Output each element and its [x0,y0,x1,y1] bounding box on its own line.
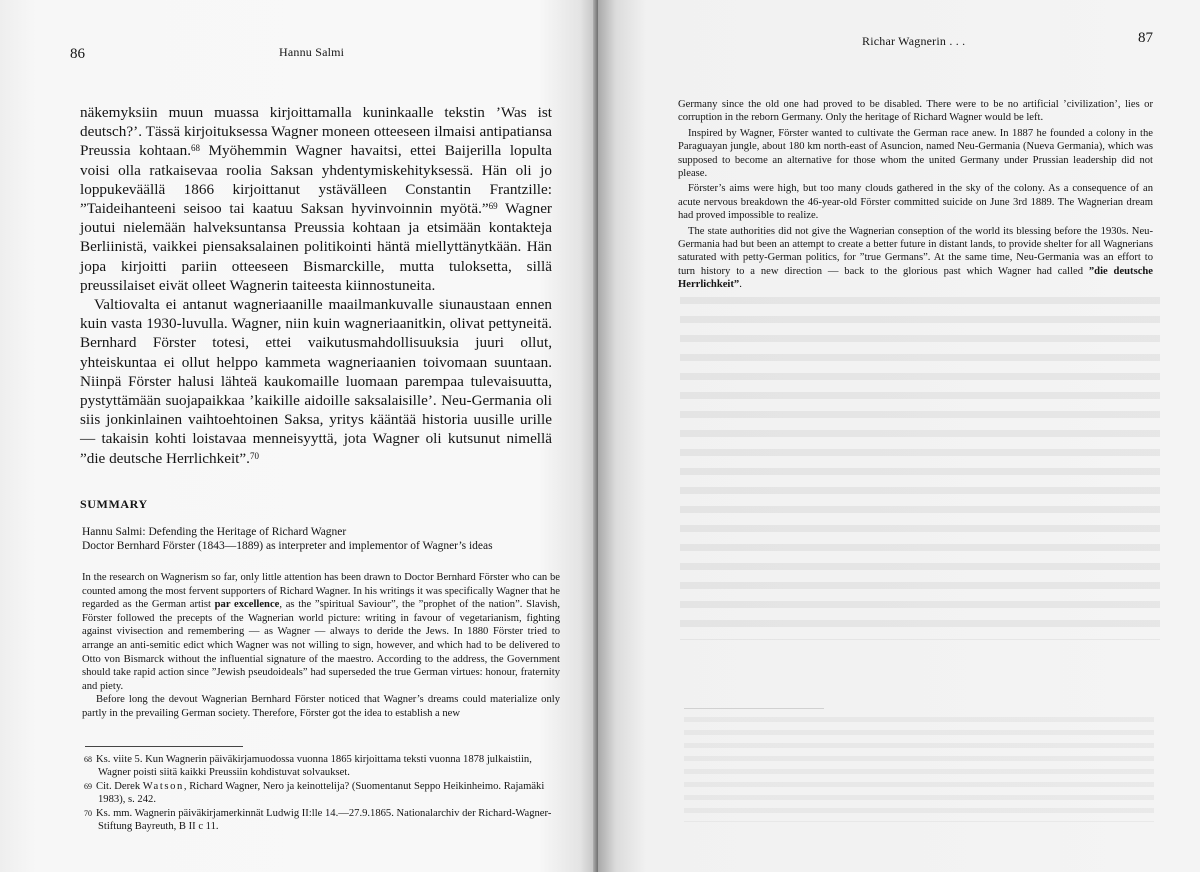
summary-subtitle: Doctor Bernhard Förster (1843—1889) as interpreter and implementor of Wagner’s ideas [82,539,493,552]
footnote-ref: 68 [191,143,201,154]
footnote-68: $^{68}$ Ks. viite 5. Kun Wagnerin päiväkirjamuodossa vuonna 1865 kirjoittama teksti vuonna 1878 julkaistiin, Wagner poisti siitä kaikki Preussiin kohdistuvat solvaukset. [84,754,532,778]
body-paragraph: Valtiovalta ei antanut wagneriaanille maailmankuvalle siunaustaan ennen kuin vasta 1930-luvulla. Wagner, niin kuin wagneriaanitkin, olivat pettyneitä. Bernhard Förster totesi, ettei vaikutusmahdollisuuksia juuri ollut, yhteiskuntaa ei ollut helppo kammeta wagneriaanien toivomaan suuntaan. Niinpä Förster halusi lähteä kaukomaille luomaan parempaa tulevaisuutta, pystyttämään suojapaikkaa ’kaikille aidoille saksalaisille’. Neu-Germania oli siis jonkinlainen vaihtoehtoinen Saksa, yritys kääntää historia uusille urille — takaisin kohti loistavaa menneisyyttä, jota Wagner oli kutsunut nimellä ”die deutsche Herrlichkeit”.$^{70}$ [80,296,552,467]
footnote-divider [85,746,243,747]
body-paragraph: Förster’s aims were high, but too many clouds gathered in the sky of the colony. As a consequence of an acute nervous breakdown the 46-year-old Förster committed suicide on June 3rd 1889. The Wagnerian dream had proved impossible to realize. [678,183,1153,222]
summary-paragraph: Before long the devout Wagnerian Bernhard Förster noticed that Wagner’s dreams could materialize only partly in the prevailing German society. Therefore, Förster got the idea to establish a new [82,694,560,719]
left-body-text [80,103,552,468]
footnote-ref: 70 [249,450,259,461]
summary-paragraph: In the research on Wagnerism so far, only little attention has been drawn to Doctor Bernhard Förster who can be counted among the most fervent supporters of Richard Wagner. In his writings it was specifically Wagner that he regarded as the German artist par excellence, as the ”spiritual Saviour”, the ”prophet of the nation”. Slavish, Förster followed the precepts of the Wagnerian world picture: writing in favour of vegetarianism, fighting against vivisection and remembering — as Wagner — always to deride the Jews. In 1880 Förster tried to arrange an anti-semitic edict which Wagner was not willing to sign, however, and which had to be delivered to Otto von Bismarck without the influential signature of the maestro. According to the address, the Government should take rapid action since ”Jewish pseudoideals” had superseded the true German virtues: honour, fraternity and piety. [82,572,560,692]
right-running-head: Richar Wagnerin . . . [862,34,966,48]
body-paragraph: Inspired by Wagner, Förster wanted to cultivate the German race anew. In 1887 he founded a colony in the Paraguayan jungle, about 180 km north-east of Asuncion, named Neu-Germania (Nueva Germania), which was supposed to become an alternative for those whom the united Germany under Prussian leadership did not please. [678,127,1153,180]
show-through-footnotes [684,712,1154,822]
right-page-number: 87 [1138,30,1153,46]
footnotes [84,753,564,834]
summary-text [82,571,560,721]
right-body-text [678,98,1153,292]
summary-heading: SUMMARY [80,497,148,511]
summary-title: Hannu Salmi: Defending the Heritage of Richard Wagner [82,526,347,538]
footnote-ref: 69 [488,201,498,212]
body-paragraph: näkemyksiin muun muassa kirjoittamalla kuninkaalle tekstin ’Was ist deutsch?’. Tässä kirjoituksessa Wagner moneen otteeseen ilmaisi antipatiansa Preussia kohtaan.$^{68}$ Myöhemmin Wagner havaitsi, ettei Baijerilla lopulta voisi olla ratkaisevaa roolia Saksan yhdentymiskehityksessä. Hän oli jo loppukeväällä 1866 kirjoittanut ystävälleen Constantin Frantzille: ”Taideihanteeni seisoo tai kaatuu Saksan hyvinvoinnin myötä.”$^{69}$ Wagner joutui nielemään halveksuntansa Preussia kohtaan ja etsimään kontakteja Berliinistä, vaikkei piensaksalainen politikointi häntä miellyttänytkään. Hän jopa kirjoitti pariin otteeseen Bismarckille, mutta tuloksetta, sillä preussilaiset eivät olleet Wagnerin taiteesta kiinnostuneita. [80,104,552,294]
summary-byline [82,526,562,553]
body-paragraph: The state authorities did not give the Wagnerian conseption of the world its blessing before the 1930s. Neu-Germania had but been an attempt to create a better future in distant lands, to provide shelter for all Wagnerians saturated with petty-German politics, for ”true Germans”. At the same time, Neu-Germania was an effort to turn history to a new direction — back to the glorious past which Wagner had called ”die deutsche Herrlichkeit”. [678,225,1153,291]
show-through-text [680,290,1160,640]
left-running-head: Hannu Salmi [279,45,345,59]
footnote-70: $^{70}$ Ks. mm. Wagnerin päiväkirjamerkinnät Ludwig II:lle 14.—27.9.1865. Nationalarchiv der Richard-Wagner-Stiftung Bayreuth, B II c 11. [84,808,552,832]
footnote-69: $^{69}$ Cit. Derek Watson, Richard Wagner, Nero ja keinottelija? (Suomentanut Seppo Heikinheimo. Rajamäki 1983), s. 242. [84,781,545,805]
show-through-divider [684,708,824,709]
left-page-number: 86 [70,46,85,62]
body-paragraph: Germany since the old one had proved to be disabled. There were to be no artificial ’civilization’, lies or corruption in the reborn Germany. Only the heritage of Richard Wagner would be left. [678,99,1153,124]
